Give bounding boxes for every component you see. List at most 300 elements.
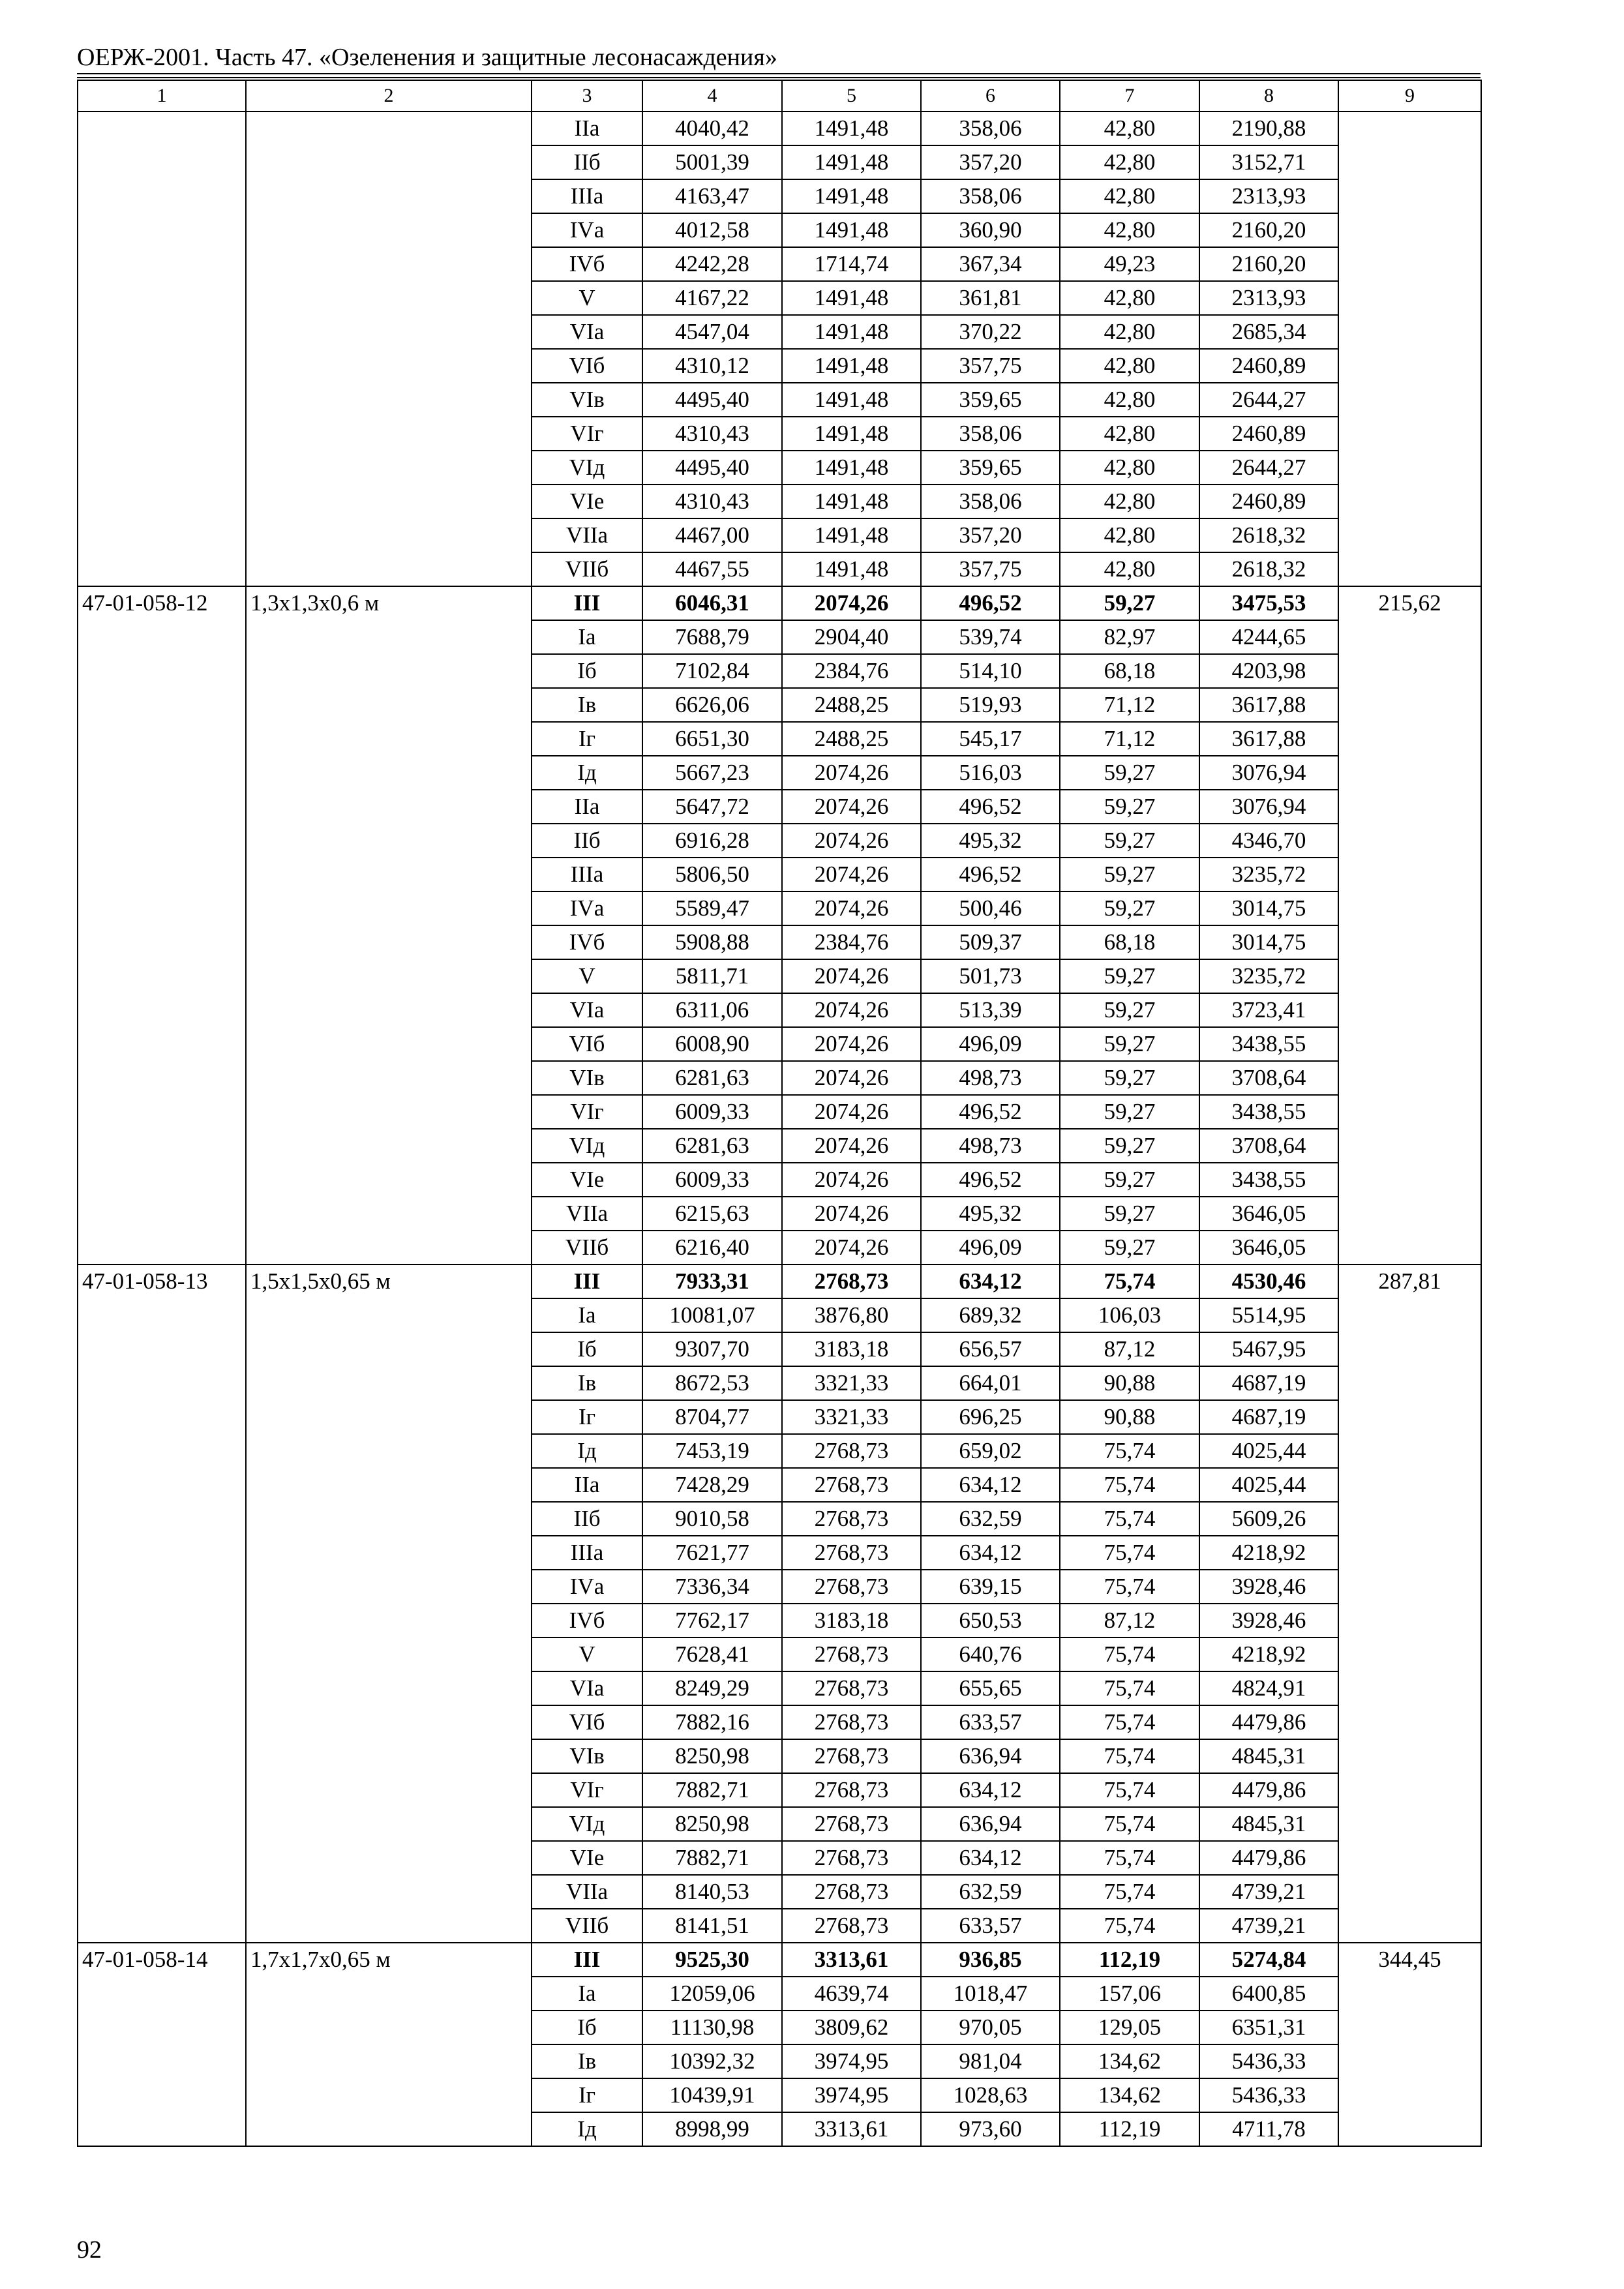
value-cell: 498,73: [921, 1061, 1060, 1095]
value-cell: 1491,48: [782, 383, 921, 417]
value-cell: 59,27: [1060, 1197, 1199, 1231]
value-cell: 1491,48: [782, 518, 921, 552]
column-header: 1: [78, 80, 246, 112]
value-cell: 157,06: [1060, 1977, 1199, 2011]
zone-cell: VIв: [532, 383, 642, 417]
value-cell: 59,27: [1060, 1163, 1199, 1197]
value-cell: 496,52: [921, 1163, 1060, 1197]
value-cell: 112,19: [1060, 2112, 1199, 2146]
value-cell: 4012,58: [642, 213, 782, 247]
value-cell: 12059,06: [642, 1977, 782, 2011]
zone-cell: Iб: [532, 2011, 642, 2044]
value-cell: 659,02: [921, 1434, 1060, 1468]
value-cell: 4163,47: [642, 179, 782, 213]
value-cell: 5908,88: [642, 925, 782, 959]
value-cell: 4495,40: [642, 383, 782, 417]
value-cell: 10081,07: [642, 1298, 782, 1332]
value-cell: 2768,73: [782, 1468, 921, 1502]
value-cell: 4167,22: [642, 281, 782, 315]
zone-cell: Iв: [532, 1366, 642, 1400]
value-cell: 9525,30: [642, 1943, 782, 1977]
zone-cell: IIб: [532, 824, 642, 858]
value-cell: 5514,95: [1199, 1298, 1338, 1332]
value-cell: 1018,47: [921, 1977, 1060, 2011]
value-cell: 358,06: [921, 417, 1060, 451]
value-cell: 514,10: [921, 654, 1060, 688]
zone-cell: V: [532, 281, 642, 315]
value-cell: 5811,71: [642, 959, 782, 993]
value-cell: 2460,89: [1199, 349, 1338, 383]
value-cell: 9010,58: [642, 1502, 782, 1536]
value-cell: 656,57: [921, 1332, 1060, 1366]
value-cell: 3321,33: [782, 1400, 921, 1434]
extra-cost-cell: [1338, 112, 1481, 586]
value-cell: 2618,32: [1199, 552, 1338, 586]
value-cell: 59,27: [1060, 586, 1199, 620]
zone-cell: III: [532, 1264, 642, 1298]
zone-cell: IIа: [532, 112, 642, 145]
value-cell: 516,03: [921, 756, 1060, 790]
value-cell: 59,27: [1060, 858, 1199, 891]
value-cell: 3321,33: [782, 1366, 921, 1400]
value-cell: 2768,73: [782, 1841, 921, 1875]
column-header: 9: [1338, 80, 1481, 112]
value-cell: 75,74: [1060, 1875, 1199, 1909]
column-header: 2: [246, 80, 532, 112]
value-cell: 1491,48: [782, 315, 921, 349]
value-cell: 5589,47: [642, 891, 782, 925]
value-cell: 59,27: [1060, 1095, 1199, 1129]
value-cell: 357,20: [921, 518, 1060, 552]
zone-cell: Iг: [532, 2078, 642, 2112]
value-cell: 5609,26: [1199, 1502, 1338, 1536]
zone-cell: VIе: [532, 1163, 642, 1197]
value-cell: 495,32: [921, 824, 1060, 858]
zone-cell: Iд: [532, 756, 642, 790]
value-cell: 632,59: [921, 1502, 1060, 1536]
value-cell: 2074,26: [782, 1129, 921, 1163]
zone-cell: VIIб: [532, 552, 642, 586]
value-cell: 6046,31: [642, 586, 782, 620]
value-cell: 4467,55: [642, 552, 782, 586]
value-cell: 7882,71: [642, 1841, 782, 1875]
value-cell: 75,74: [1060, 1468, 1199, 1502]
value-cell: 75,74: [1060, 1841, 1199, 1875]
value-cell: 2644,27: [1199, 383, 1338, 417]
column-header: 3: [532, 80, 642, 112]
value-cell: 970,05: [921, 2011, 1060, 2044]
value-cell: 2488,25: [782, 688, 921, 722]
value-cell: 2768,73: [782, 1570, 921, 1604]
value-cell: 59,27: [1060, 891, 1199, 925]
value-cell: 501,73: [921, 959, 1060, 993]
value-cell: 1491,48: [782, 349, 921, 383]
value-cell: 4547,04: [642, 315, 782, 349]
value-cell: 361,81: [921, 281, 1060, 315]
value-cell: 1491,48: [782, 451, 921, 485]
zone-cell: Iг: [532, 1400, 642, 1434]
value-cell: 4739,21: [1199, 1909, 1338, 1943]
value-cell: 71,12: [1060, 722, 1199, 756]
value-cell: 7688,79: [642, 620, 782, 654]
value-cell: 640,76: [921, 1638, 1060, 1671]
value-cell: 2074,26: [782, 1095, 921, 1129]
value-cell: 6281,63: [642, 1129, 782, 1163]
value-cell: 3014,75: [1199, 925, 1338, 959]
value-cell: 2768,73: [782, 1705, 921, 1739]
value-cell: 3313,61: [782, 2112, 921, 2146]
value-cell: 7882,16: [642, 1705, 782, 1739]
zone-cell: VIд: [532, 1129, 642, 1163]
item-code-cell: [78, 112, 246, 586]
value-cell: 4203,98: [1199, 654, 1338, 688]
value-cell: 500,46: [921, 891, 1060, 925]
value-cell: 8704,77: [642, 1400, 782, 1434]
value-cell: 6009,33: [642, 1163, 782, 1197]
value-cell: 358,06: [921, 485, 1060, 518]
zone-cell: IVб: [532, 1604, 642, 1638]
zone-cell: VIд: [532, 1807, 642, 1841]
zone-cell: VIг: [532, 1773, 642, 1807]
value-cell: 7621,77: [642, 1536, 782, 1570]
value-cell: 1491,48: [782, 552, 921, 586]
value-cell: 8140,53: [642, 1875, 782, 1909]
value-cell: 2768,73: [782, 1434, 921, 1468]
value-cell: 59,27: [1060, 824, 1199, 858]
column-header: 8: [1199, 80, 1338, 112]
value-cell: 3928,46: [1199, 1604, 1338, 1638]
value-cell: 59,27: [1060, 1027, 1199, 1061]
value-cell: 4244,65: [1199, 620, 1338, 654]
value-cell: 75,74: [1060, 1705, 1199, 1739]
value-cell: 42,80: [1060, 349, 1199, 383]
value-cell: 3183,18: [782, 1604, 921, 1638]
value-cell: 75,74: [1060, 1909, 1199, 1943]
value-cell: 2768,73: [782, 1773, 921, 1807]
value-cell: 634,12: [921, 1468, 1060, 1502]
value-cell: 59,27: [1060, 790, 1199, 824]
value-cell: 75,74: [1060, 1638, 1199, 1671]
value-cell: 4025,44: [1199, 1468, 1338, 1502]
value-cell: 4845,31: [1199, 1807, 1338, 1841]
value-cell: 75,74: [1060, 1264, 1199, 1298]
value-cell: 496,52: [921, 790, 1060, 824]
value-cell: 2768,73: [782, 1875, 921, 1909]
zone-cell: VIб: [532, 1705, 642, 1739]
zone-cell: VIIа: [532, 1197, 642, 1231]
zone-cell: Iб: [532, 654, 642, 688]
value-cell: 4495,40: [642, 451, 782, 485]
value-cell: 2384,76: [782, 925, 921, 959]
value-cell: 7762,17: [642, 1604, 782, 1638]
value-cell: 75,74: [1060, 1536, 1199, 1570]
value-cell: 3183,18: [782, 1332, 921, 1366]
value-cell: 4845,31: [1199, 1739, 1338, 1773]
value-cell: 42,80: [1060, 485, 1199, 518]
value-cell: 3708,64: [1199, 1061, 1338, 1095]
value-cell: 42,80: [1060, 383, 1199, 417]
value-cell: 4639,74: [782, 1977, 921, 2011]
value-cell: 5274,84: [1199, 1943, 1338, 1977]
header-rule: [77, 73, 1481, 74]
value-cell: 7628,41: [642, 1638, 782, 1671]
value-cell: 2160,20: [1199, 213, 1338, 247]
value-cell: 10439,91: [642, 2078, 782, 2112]
value-cell: 42,80: [1060, 213, 1199, 247]
zone-cell: III: [532, 1943, 642, 1977]
value-cell: 6311,06: [642, 993, 782, 1027]
value-cell: 42,80: [1060, 145, 1199, 179]
value-cell: 42,80: [1060, 315, 1199, 349]
zone-cell: VIг: [532, 417, 642, 451]
zone-cell: VIг: [532, 1095, 642, 1129]
zone-cell: Iб: [532, 1332, 642, 1366]
value-cell: 634,12: [921, 1841, 1060, 1875]
value-cell: 3076,94: [1199, 756, 1338, 790]
value-cell: 4310,43: [642, 417, 782, 451]
zone-cell: IVб: [532, 925, 642, 959]
zone-cell: Iв: [532, 688, 642, 722]
value-cell: 5467,95: [1199, 1332, 1338, 1366]
value-cell: 7882,71: [642, 1773, 782, 1807]
zone-cell: VIIб: [532, 1231, 642, 1264]
value-cell: 3014,75: [1199, 891, 1338, 925]
value-cell: 75,74: [1060, 1807, 1199, 1841]
item-size-cell: [246, 112, 532, 586]
value-cell: 3646,05: [1199, 1231, 1338, 1264]
value-cell: 650,53: [921, 1604, 1060, 1638]
value-cell: 1491,48: [782, 417, 921, 451]
value-cell: 2768,73: [782, 1536, 921, 1570]
zone-cell: VIб: [532, 349, 642, 383]
value-cell: 634,12: [921, 1264, 1060, 1298]
value-cell: 4711,78: [1199, 2112, 1338, 2146]
value-cell: 3313,61: [782, 1943, 921, 1977]
value-cell: 2768,73: [782, 1739, 921, 1773]
value-cell: 4346,70: [1199, 824, 1338, 858]
item-code-cell: 47-01-058-14: [78, 1943, 246, 2146]
value-cell: 90,88: [1060, 1366, 1199, 1400]
value-cell: 8998,99: [642, 2112, 782, 2146]
table-row: [78, 1264, 1481, 1298]
value-cell: 689,32: [921, 1298, 1060, 1332]
value-cell: 2685,34: [1199, 315, 1338, 349]
value-cell: 357,20: [921, 145, 1060, 179]
value-cell: 4479,86: [1199, 1841, 1338, 1875]
value-cell: 2074,26: [782, 1197, 921, 1231]
zone-cell: IIIа: [532, 858, 642, 891]
value-cell: 7453,19: [642, 1434, 782, 1468]
value-cell: 129,05: [1060, 2011, 1199, 2044]
value-cell: 3974,95: [782, 2078, 921, 2112]
value-cell: 3438,55: [1199, 1027, 1338, 1061]
item-size-cell: 1,7х1,7х0,65 м: [246, 1943, 532, 2146]
value-cell: 6400,85: [1199, 1977, 1338, 2011]
zone-cell: Iг: [532, 722, 642, 756]
value-cell: 357,75: [921, 552, 1060, 586]
value-cell: 87,12: [1060, 1332, 1199, 1366]
value-cell: 5436,33: [1199, 2044, 1338, 2078]
value-cell: 498,73: [921, 1129, 1060, 1163]
value-cell: 75,74: [1060, 1570, 1199, 1604]
zone-cell: VIIа: [532, 518, 642, 552]
value-cell: 6281,63: [642, 1061, 782, 1095]
value-cell: 5436,33: [1199, 2078, 1338, 2112]
value-cell: 59,27: [1060, 1129, 1199, 1163]
page-header: ОЕРЖ-2001. Часть 47. «Озеленения и защитные лесонасаждения»: [77, 44, 777, 71]
value-cell: 5001,39: [642, 145, 782, 179]
table-body: [78, 112, 1481, 2146]
value-cell: 2074,26: [782, 993, 921, 1027]
value-cell: 3235,72: [1199, 858, 1338, 891]
value-cell: 357,75: [921, 349, 1060, 383]
column-header: 7: [1060, 80, 1199, 112]
value-cell: 636,94: [921, 1807, 1060, 1841]
value-cell: 68,18: [1060, 654, 1199, 688]
value-cell: 6651,30: [642, 722, 782, 756]
value-cell: 545,17: [921, 722, 1060, 756]
value-cell: 6216,40: [642, 1231, 782, 1264]
value-cell: 42,80: [1060, 281, 1199, 315]
value-cell: 6916,28: [642, 824, 782, 858]
item-code-cell: 47-01-058-13: [78, 1264, 246, 1943]
zone-cell: Iа: [532, 1298, 642, 1332]
value-cell: 75,74: [1060, 1502, 1199, 1536]
value-cell: 3708,64: [1199, 1129, 1338, 1163]
value-cell: 496,52: [921, 858, 1060, 891]
value-cell: 496,52: [921, 586, 1060, 620]
value-cell: 6215,63: [642, 1197, 782, 1231]
value-cell: 936,85: [921, 1943, 1060, 1977]
value-cell: 75,74: [1060, 1773, 1199, 1807]
value-cell: 2768,73: [782, 1638, 921, 1671]
zone-cell: III: [532, 586, 642, 620]
value-cell: 496,52: [921, 1095, 1060, 1129]
value-cell: 134,62: [1060, 2044, 1199, 2078]
value-cell: 42,80: [1060, 518, 1199, 552]
value-cell: 1491,48: [782, 145, 921, 179]
value-cell: 636,94: [921, 1739, 1060, 1773]
value-cell: 639,15: [921, 1570, 1060, 1604]
value-cell: 2074,26: [782, 1027, 921, 1061]
value-cell: 2074,26: [782, 1231, 921, 1264]
value-cell: 3928,46: [1199, 1570, 1338, 1604]
value-cell: 7428,29: [642, 1468, 782, 1502]
value-cell: 42,80: [1060, 112, 1199, 145]
zone-cell: IVб: [532, 247, 642, 281]
value-cell: 8250,98: [642, 1739, 782, 1773]
value-cell: 496,09: [921, 1027, 1060, 1061]
item-size-cell: 1,5х1,5х0,65 м: [246, 1264, 532, 1943]
value-cell: 4687,19: [1199, 1400, 1338, 1434]
value-cell: 82,97: [1060, 620, 1199, 654]
value-cell: 3475,53: [1199, 586, 1338, 620]
value-cell: 4218,92: [1199, 1536, 1338, 1570]
value-cell: 1491,48: [782, 485, 921, 518]
value-cell: 5806,50: [642, 858, 782, 891]
column-header: 4: [642, 80, 782, 112]
value-cell: 2313,93: [1199, 179, 1338, 213]
zone-cell: IIа: [532, 1468, 642, 1502]
value-cell: 4479,86: [1199, 1705, 1338, 1739]
value-cell: 2768,73: [782, 1264, 921, 1298]
value-cell: 8250,98: [642, 1807, 782, 1841]
value-cell: 358,06: [921, 179, 1060, 213]
extra-cost-cell: 215,62: [1338, 586, 1481, 1264]
value-cell: 2768,73: [782, 1807, 921, 1841]
value-cell: 3974,95: [782, 2044, 921, 2078]
value-cell: 359,65: [921, 451, 1060, 485]
zone-cell: VIв: [532, 1061, 642, 1095]
value-cell: 5647,72: [642, 790, 782, 824]
value-cell: 2074,26: [782, 959, 921, 993]
value-cell: 2074,26: [782, 824, 921, 858]
value-cell: 112,19: [1060, 1943, 1199, 1977]
value-cell: 1491,48: [782, 112, 921, 145]
value-cell: 2384,76: [782, 654, 921, 688]
value-cell: 367,34: [921, 247, 1060, 281]
value-cell: 4242,28: [642, 247, 782, 281]
value-cell: 4530,46: [1199, 1264, 1338, 1298]
value-cell: 7336,34: [642, 1570, 782, 1604]
value-cell: 8672,53: [642, 1366, 782, 1400]
value-cell: 2768,73: [782, 1502, 921, 1536]
value-cell: 6008,90: [642, 1027, 782, 1061]
value-cell: 634,12: [921, 1536, 1060, 1570]
value-cell: 1714,74: [782, 247, 921, 281]
extra-cost-cell: 287,81: [1338, 1264, 1481, 1943]
value-cell: 3876,80: [782, 1298, 921, 1332]
zone-cell: V: [532, 959, 642, 993]
zone-cell: VIа: [532, 315, 642, 349]
value-cell: 632,59: [921, 1875, 1060, 1909]
table-row: [78, 586, 1481, 620]
value-cell: 2074,26: [782, 586, 921, 620]
value-cell: 4479,86: [1199, 1773, 1338, 1807]
zone-cell: VIIа: [532, 1875, 642, 1909]
value-cell: 8141,51: [642, 1909, 782, 1943]
value-cell: 3646,05: [1199, 1197, 1338, 1231]
value-cell: 2488,25: [782, 722, 921, 756]
zone-cell: VIв: [532, 1739, 642, 1773]
value-cell: 2460,89: [1199, 485, 1338, 518]
value-cell: 42,80: [1060, 179, 1199, 213]
value-cell: 59,27: [1060, 1231, 1199, 1264]
value-cell: 42,80: [1060, 552, 1199, 586]
value-cell: 370,22: [921, 315, 1060, 349]
value-cell: 59,27: [1060, 1061, 1199, 1095]
value-cell: 4025,44: [1199, 1434, 1338, 1468]
value-cell: 59,27: [1060, 756, 1199, 790]
value-cell: 8249,29: [642, 1671, 782, 1705]
zone-cell: Iд: [532, 2112, 642, 2146]
value-cell: 495,32: [921, 1197, 1060, 1231]
value-cell: 6351,31: [1199, 2011, 1338, 2044]
zone-cell: VIа: [532, 993, 642, 1027]
value-cell: 981,04: [921, 2044, 1060, 2078]
zone-cell: IIб: [532, 1502, 642, 1536]
zone-cell: IIа: [532, 790, 642, 824]
zone-cell: IIIа: [532, 1536, 642, 1570]
value-cell: 633,57: [921, 1705, 1060, 1739]
value-cell: 3723,41: [1199, 993, 1338, 1027]
item-code-cell: 47-01-058-12: [78, 586, 246, 1264]
table-row: [78, 1943, 1481, 1977]
value-cell: 2074,26: [782, 1163, 921, 1197]
value-cell: 973,60: [921, 2112, 1060, 2146]
value-cell: 7933,31: [642, 1264, 782, 1298]
value-cell: 634,12: [921, 1773, 1060, 1807]
